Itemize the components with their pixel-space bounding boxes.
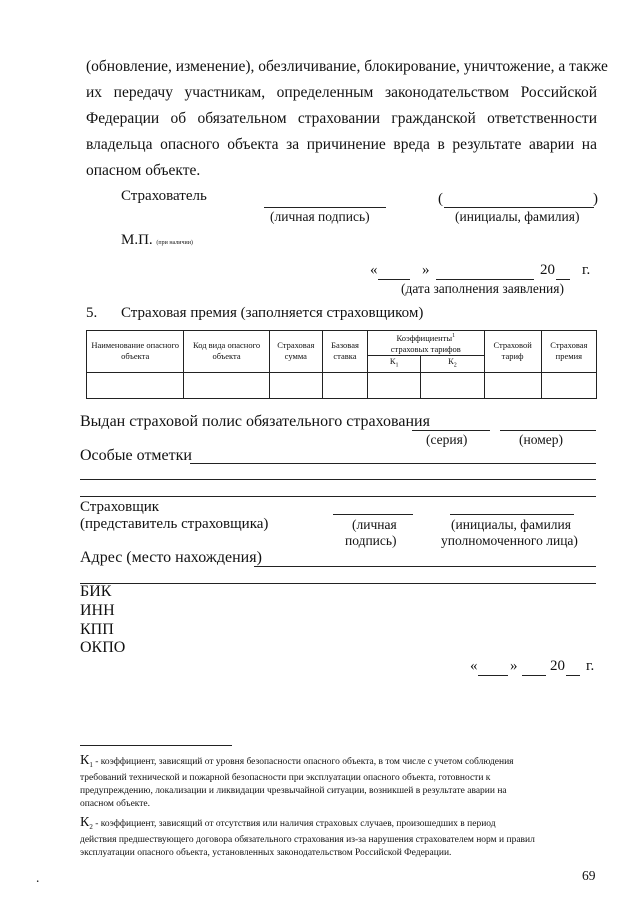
date-quote-open: « [470,658,478,674]
header-premium: Страховая премия [541,331,596,373]
kpp-label: КПП [80,621,114,638]
insurer-signature-line[interactable] [333,514,413,515]
date-day-line[interactable] [378,279,410,280]
header-coefficients: Коэффициенты$^1$ страховых тарифов [368,331,484,356]
footnote-k1-letter: К [80,753,90,768]
insurer-name-line[interactable] [450,514,574,515]
cell-object-code[interactable] [184,372,269,398]
policy-issued: Выдан страховой полис обязательного страхования [80,413,430,430]
insurer-sig-caption-1: (личная [352,517,397,532]
insured-name-line[interactable] [444,207,594,208]
header-base-rate: Базовая ставка [322,331,367,373]
address-line[interactable] [80,583,596,584]
date-month-line[interactable] [522,675,546,676]
consent-line: владельца опасного объекта за причинение вреда в результате аварии на [86,136,597,153]
page-number: 69 [582,868,596,883]
bik-label: БИК [80,583,112,600]
date-g: г. [586,658,595,674]
cell-k2[interactable] [421,372,484,398]
insurer-name-caption-1: (инициалы, фамилия [451,517,571,532]
special-notes-line[interactable] [190,463,596,464]
paren-close: ) [593,191,598,207]
insurer-name-caption-2: уполномоченного лица) [441,533,578,548]
footnote-k2: $К_2$ - коэффициент, зависящий от отсутствия или наличия страховых случаев, произошедших в период действия предшествующего договора обязательного страхования из-за нарушения страхователем норм и правил эксплуатации опасного объекта, установленных законодательством Российской Федерации. [80,815,535,858]
seal-note: (при наличии) [156,240,193,246]
date-year-prefix: 20 [550,658,565,674]
section-number: 5. [86,305,98,321]
date-month-line[interactable] [436,279,534,280]
footnote-separator [80,745,232,746]
cell-k1[interactable] [368,372,421,398]
address-line[interactable] [254,566,596,567]
consent-line: их передачу участникам, определенным законодательством Российской [86,84,597,101]
header-k1: $К_1$ [368,355,421,372]
cell-sum[interactable] [269,372,322,398]
special-notes-line[interactable] [80,496,596,497]
address-label: Адрес (место нахождения) [80,549,262,566]
fill-date-caption: (дата заполнения заявления) [401,281,564,296]
cell-premium[interactable] [541,372,596,398]
fill-date [370,262,600,282]
date-quote-close: » [510,658,518,674]
consent-line: опасном объекте. [86,162,201,179]
cell-object-name[interactable] [87,372,184,398]
header-tariff: Страховой тариф [484,331,541,373]
date-quote-close: » [422,262,430,278]
cell-tariff[interactable] [484,372,541,398]
special-notes-label: Особые отметки [80,447,192,464]
consent-paragraph [86,54,608,184]
date-year-line[interactable] [556,279,570,280]
footnote-k1: $К_1$ - коэффициент, зависящий от уровня безопасности опасного объекта, в том числе с учетом соблюдения требований технической и пожарной безопасности при эксплуатации опасного объекта, готовности к предупреждению, локализации и ликвидации чрезвычайной ситуации, возникшей в результате аварии на опасном объекте. [80,753,514,809]
header-object-code: Код вида опасного объекта [184,331,269,373]
consent-line: Федерации об обязательном страховании гражданской ответственности [86,110,597,127]
date-year-prefix: 20 [540,262,555,278]
section-title: Страховая премия (заполняется страховщиком) [121,305,424,321]
inn-label: ИНН [80,602,115,619]
policy-number-caption: (номер) [519,432,563,447]
seal-label [121,232,193,249]
header-sum: Страховая сумма [269,331,322,373]
insurer-label: Страховщик [80,499,160,515]
header-k2: $К_2$ [421,355,484,372]
date-year-line[interactable] [566,675,580,676]
cell-base-rate[interactable] [322,372,367,398]
insurer-date [470,658,600,678]
date-quote-open: « [370,262,378,278]
date-g: г. [582,262,591,278]
insurer-sig-caption-2: подпись) [345,533,397,548]
margin-mark: . [36,870,40,885]
insured-label: Страхователь [121,188,207,204]
policy-number-line[interactable] [500,430,596,431]
paren-open: ( [438,191,443,207]
consent-line: (обновление, изменение), обезличивание, блокирование, уничтожение, а также [86,58,608,75]
seal-mp: М.П. [121,232,153,248]
policy-series-caption: (серия) [426,432,468,447]
insured-signature-line[interactable] [264,207,386,208]
okpo-label: ОКПО [80,639,126,656]
insured-signature-caption: (личная подпись) [270,209,370,224]
premium-table [86,330,597,399]
policy-series-line[interactable] [412,430,490,431]
insured-name-caption: (инициалы, фамилия) [455,209,580,224]
header-object-name: Наименование опасного объекта [87,331,184,373]
date-day-line[interactable] [478,675,508,676]
special-notes-line[interactable] [80,479,596,480]
footnote-k2-letter: К [80,815,90,830]
insurer-representative-label: (представитель страховщика) [80,516,269,532]
